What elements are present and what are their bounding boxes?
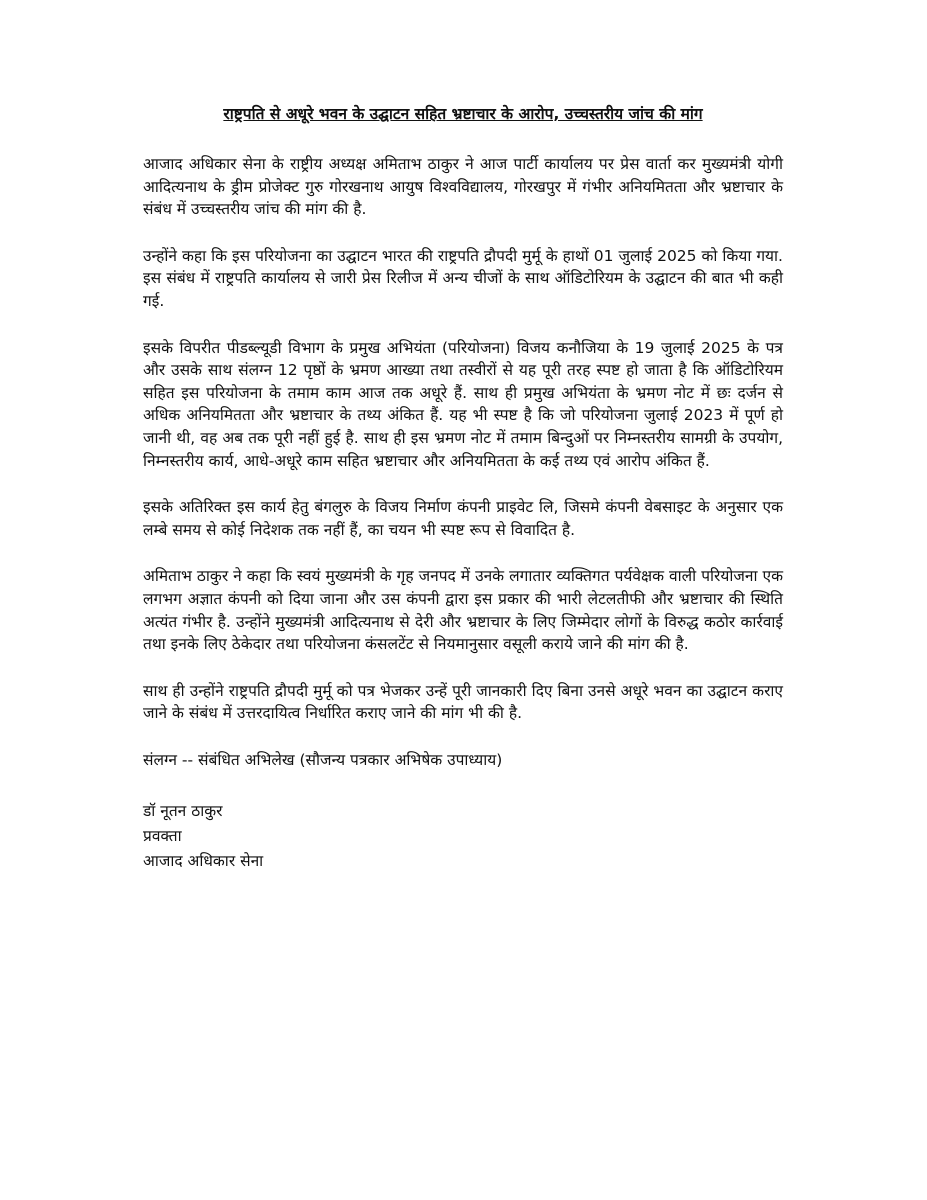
signature-name: डॉ नूतन ठाकुर (143, 801, 223, 820)
signature-organization: आजाद अधिकार सेना (143, 851, 264, 870)
paragraph-demand: अमिताभ ठाकुर ने कहा कि स्वयं मुख्यमंत्री के गृह जनपद में उनके लगातार व्यक्तिगत पर्यवेक्षक वाली परियोजना एक लगभग अज्ञात कंपनी को दिया जाना और उस कंपनी द्वारा इस प्रकार की भारी लेटलतीफी और भ्रष्टाचार की स्थिति अत्यंत गंभीर है. उन्होंने मुख्यमंत्री आदित्यनाथ से देरी और भ्रष्टाचार के लिए जिम्मेदार लोगों के विरुद्ध कठोर कार्रवाई तथा इनके लिए ठेकेदार तथा परियोजना कंसलटेंट से नियमानुसार वसूली कराये जाने की मांग की है. (143, 567, 783, 654)
document-title: राष्ट्रपति से अधूरे भवन के उद्घाटन सहित भ्रष्टाचार के आरोप, उच्चस्तरीय जांच की मांग (223, 105, 703, 123)
paragraph-intro: आजाद अधिकार सेना के राष्ट्रीय अध्यक्ष अमिताभ ठाकुर ने आज पार्टी कार्यालय पर प्रेस वार्ता कर मुख्यमंत्री योगी आदित्यनाथ के ड्रीम प्रोजेक्ट गुरु गोरखनाथ आयुष विश्वविद्यालय, गोरखपुर में गंभीर अनियमितता और भ्रष्टाचार के संबंध में उच्चस्तरीय जांच की मांग की है. (143, 155, 783, 219)
paragraph-president-letter: साथ ही उन्होंने राष्ट्रपति द्रौपदी मुर्मू को पत्र भेजकर उन्हें पूरी जानकारी दिए बिना उनसे अधूरे भवन का उद्घाटन कराए जाने के संबंध में उत्तरदायित्व निर्धारित कराए जाने की मांग भी की है. (143, 681, 783, 723)
paragraph-contractor: इसके अतिरिक्त इस कार्य हेतु बंगलुरु के विजय निर्माण कंपनी प्राइवेट लि, जिसमे कंपनी वेबसाइट के अनुसार एक लम्बे समय से कोई निदेशक तक नहीं हैं, का चयन भी स्पष्ट रूप से विवादित है. (143, 498, 783, 539)
paragraph-inauguration: उन्होंने कहा कि इस परियोजना का उद्घाटन भारत की राष्ट्रपति द्रौपदी मुर्मू के हाथों 01 जुलाई 2025 को किया गया. इस संबंध में राष्ट्रपति कार्यालय से जारी प्रेस रिलीज में अन्य चीजों के साथ ऑडिटोरियम के उद्घाटन की बात भी कही गई. (143, 246, 783, 310)
attachment-note: संलग्न -- संबंधित अभिलेख (सौजन्य पत्रकार अभिषेक उपाध्याय) (143, 750, 503, 769)
press-release-document (143, 103, 783, 874)
paragraph-engineer-report: इसके विपरीत पीडब्ल्यूडी विभाग के प्रमुख अभियंता (परियोजना) विजय कनौजिया के 19 जुलाई 2025 के पत्र और उसके साथ संलग्न 12 पृष्ठों के भ्रमण आख्या तथा तस्वीरों से यह पूरी तरह स्पष्ट हो जाता है कि ऑडिटोरियम सहित इस परियोजना के तमाम काम आज तक अधूरे हैं. साथ ही प्रमुख अभियंता के भ्रमण नोट में छः दर्जन से अधिक अनियमितता और भ्रष्टाचार के तथ्य अंकित हैं. यह भी स्पष्ट है कि जो परियोजना जुलाई 2023 में पूर्ण हो जानी थी, वह अब तक पूरी नहीं हुई है. साथ ही इस भ्रमण नोट में तमाम बिन्दुओं पर निम्नस्तरीय सामग्री के उपयोग, निम्नस्तरीय कार्य, आधे-अधूरे काम सहित भ्रष्टाचार और अनियमितता के कई तथ्य एवं आरोप अंकित हैं. (143, 338, 783, 470)
signature-block (143, 799, 783, 874)
signature-designation: प्रवक्ता (143, 826, 182, 845)
